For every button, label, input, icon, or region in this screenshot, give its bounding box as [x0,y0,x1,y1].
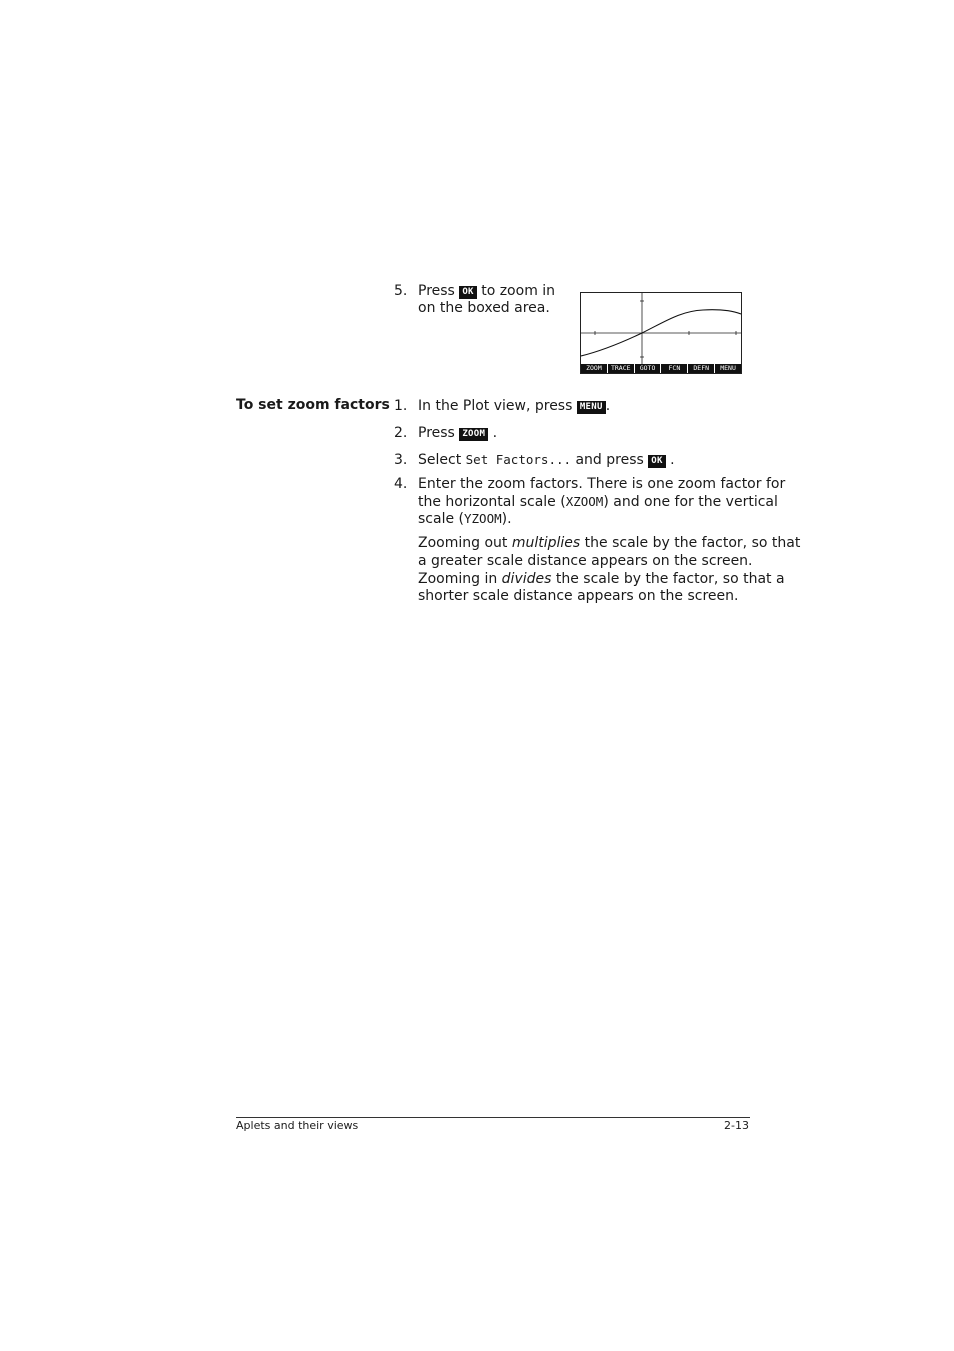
zoom-key: ZOOM [459,428,488,441]
softkey-menu[interactable]: MENU [715,364,741,373]
step-2-number: 2. [394,425,408,441]
step-2 [418,424,497,442]
step-5-number: 5. [394,283,408,299]
softkey-goto[interactable]: GOTO [635,364,661,373]
note-line-2: a greater scale distance appears on the screen. [418,553,753,569]
step-4-line-2-a: the horizontal scale ( [418,494,566,510]
step-3-text: Select [418,452,462,468]
note-l3-em: divides [501,571,552,587]
step-1 [418,397,610,415]
ok-key: OK [459,286,476,299]
step-3-end: . [670,452,675,468]
step-5-line-1 [418,282,555,300]
step-1-text: In the Plot view, press [418,398,573,414]
softkey-zoom[interactable]: ZOOM [581,364,607,373]
step-4-line-3-a: scale ( [418,511,464,527]
step-1-number: 1. [394,398,408,414]
softkey-bar [581,364,741,373]
xzoom-label: XZOOM [565,494,604,509]
step-1-end: . [605,398,611,414]
note-l1-em: multiplies [511,535,581,551]
step-3-number: 3. [394,452,408,468]
step-4-line-1: Enter the zoom factors. There is one zoom factor for [418,476,786,492]
step-2-text: Press [418,425,455,441]
step-3 [418,451,675,469]
note-l1-b: the scale by the factor, so that [580,535,801,551]
calculator-plot-screen [580,292,742,374]
step-2-end: . [492,425,498,441]
yzoom-label: YZOOM [464,511,502,526]
note-l3-a: Zooming in [418,571,502,587]
step-4-line-3 [418,510,512,528]
step-3-mid: and press [575,452,644,468]
step-5-text-after: to zoom in [481,283,556,299]
softkey-trace[interactable]: TRACE [608,364,634,373]
softkey-fcn[interactable]: FCN [661,364,687,373]
ok-key-2: OK [648,455,665,468]
step-5-text: Press [418,283,455,299]
footer-rule [236,1117,750,1118]
note-l3-b: the scale by the factor, so that a [551,571,785,587]
note-line-4: shorter scale distance appears on the screen. [418,588,739,604]
step-4-line-2-b: ) and one for the vertical [603,494,778,510]
step-4-number: 4. [394,476,408,492]
softkey-defn[interactable]: DEFN [688,364,714,373]
step-4-line-3-b: ). [501,511,512,527]
step-4-line-2 [418,493,778,511]
note-line-1 [418,534,800,552]
set-factors-option: Set Factors... [465,452,572,467]
section-heading: To set zoom factors [236,397,390,413]
menu-key: MENU [577,401,606,414]
footer-chapter-title: Aplets and their views [236,1119,359,1132]
note-l1-a: Zooming out [418,535,512,551]
plot-graph [581,293,741,365]
note-line-3 [418,570,785,588]
footer-page-number: 2-13 [724,1119,749,1132]
step-5-line-2: on the boxed area. [418,300,550,316]
